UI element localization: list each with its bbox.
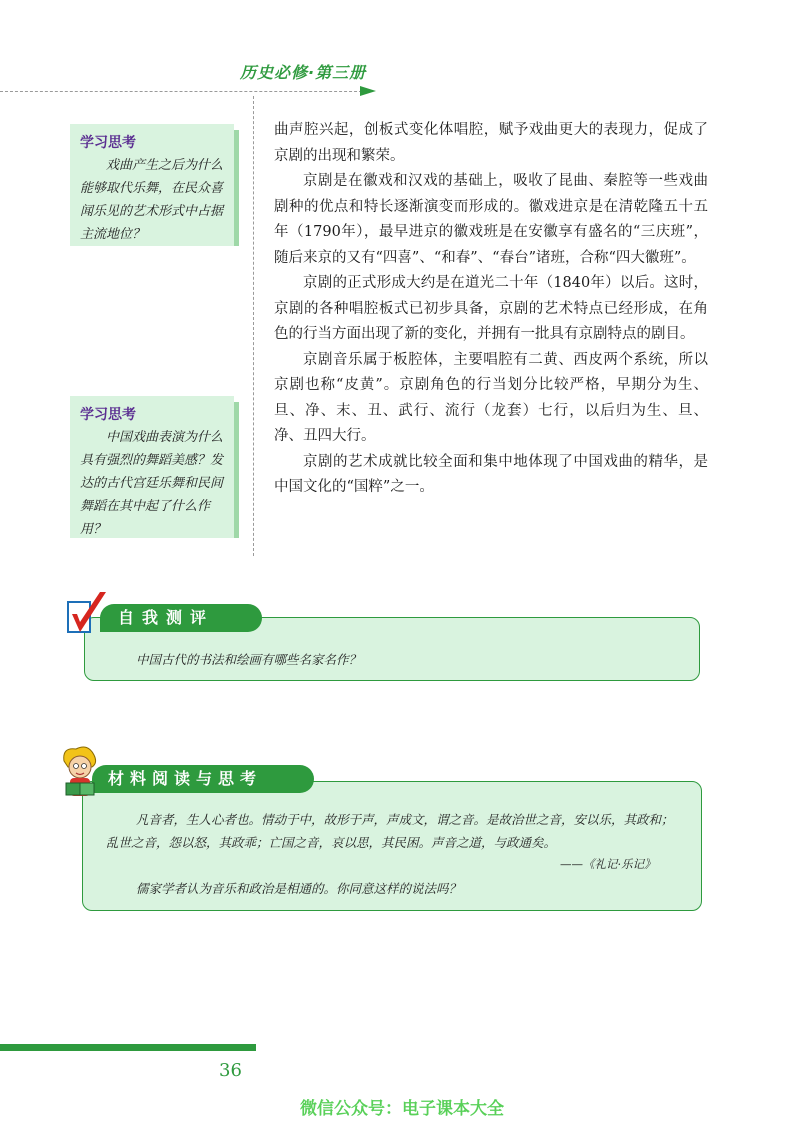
watermark: 微信公众号：电子课本大全 [300,1099,504,1119]
quote-text: 凡音者，生人心者也。情动于中，故形于声，声成文，谓之音。是故治世之音，安以乐，其政和；乱世之音，怨以怒，其政乖；亡国之音，哀以思，其民困。声音之道，与政通矣。 [106,812,674,850]
study-think-title: 学习思考 [80,135,136,151]
reading-question: 儒家学者认为音乐和政治是相通的。你同意这样的说法吗？ [136,881,462,896]
box-shadow [234,130,239,246]
study-think-title: 学习思考 [80,407,136,423]
box-shadow [234,402,239,538]
study-think-text: 中国戏曲表演为什么具有强烈的舞蹈美感？发达的古代宫廷乐舞和民间舞蹈在其中起了什么作用？ [80,430,224,537]
self-test-tab: 自我测评 [100,604,262,632]
checkmark-icon [66,588,110,638]
study-think-box-1 [70,124,234,246]
book-title: 历史必修·第三册 [240,63,367,82]
reading-quote [106,808,678,854]
paragraph: 京剧的艺术成就比较全面和集中地体现了中国戏曲的精华，是中国文化的“国粹”之一。 [274,453,708,495]
footer-bar [0,1044,256,1051]
study-think-box-2 [70,396,234,538]
paragraph: 曲声腔兴起，创板式变化体唱腔，赋予戏曲更大的表现力，促成了京剧的出现和繁荣。 [274,122,708,164]
paragraph: 京剧的正式形成大约是在道光二十年（1840年）以后。这时，京剧的各种唱腔板式已初步具备，京剧的艺术特点已经形成，在角色的行当方面出现了新的变化，并拥有一批具有京剧特点的剧目。 [274,275,708,342]
self-test-question: 中国古代的书法和绘画有哪些名家名作？ [136,652,362,667]
page-number: 36 [219,1060,242,1081]
main-text [274,118,708,501]
column-divider [253,96,254,556]
header-rule [0,91,372,92]
study-think-text: 戏曲产生之后为什么能够取代乐舞，在民众喜闻乐见的艺术形式中占据主流地位？ [80,158,224,242]
paragraph: 京剧音乐属于板腔体，主要唱腔有二黄、西皮两个系统，所以京剧也称“皮黄”。京剧角色的行当划分比较严格，早期分为生、旦、净、末、丑、武行、流行（龙套）七行，以后归为生、旦、净、丑四大行。 [274,351,708,444]
arrow-icon [360,86,376,96]
quote-source: ——《礼记·乐记》 [560,857,656,871]
reader-cartoon-icon [58,745,102,803]
paragraph: 京剧是在徽戏和汉戏的基础上，吸收了昆曲、秦腔等一些戏曲剧种的优点和特长逐渐演变而形成的。徽戏进京是在清乾隆五十五年（1790年），最早进京的徽戏班是在安徽享有盛名的“三庆班”，随后来京的又有“四喜”、“和春”、“春台”诸班，合称“四大徽班”。 [274,173,708,266]
reading-tab: 材料阅读与思考 [92,765,314,793]
